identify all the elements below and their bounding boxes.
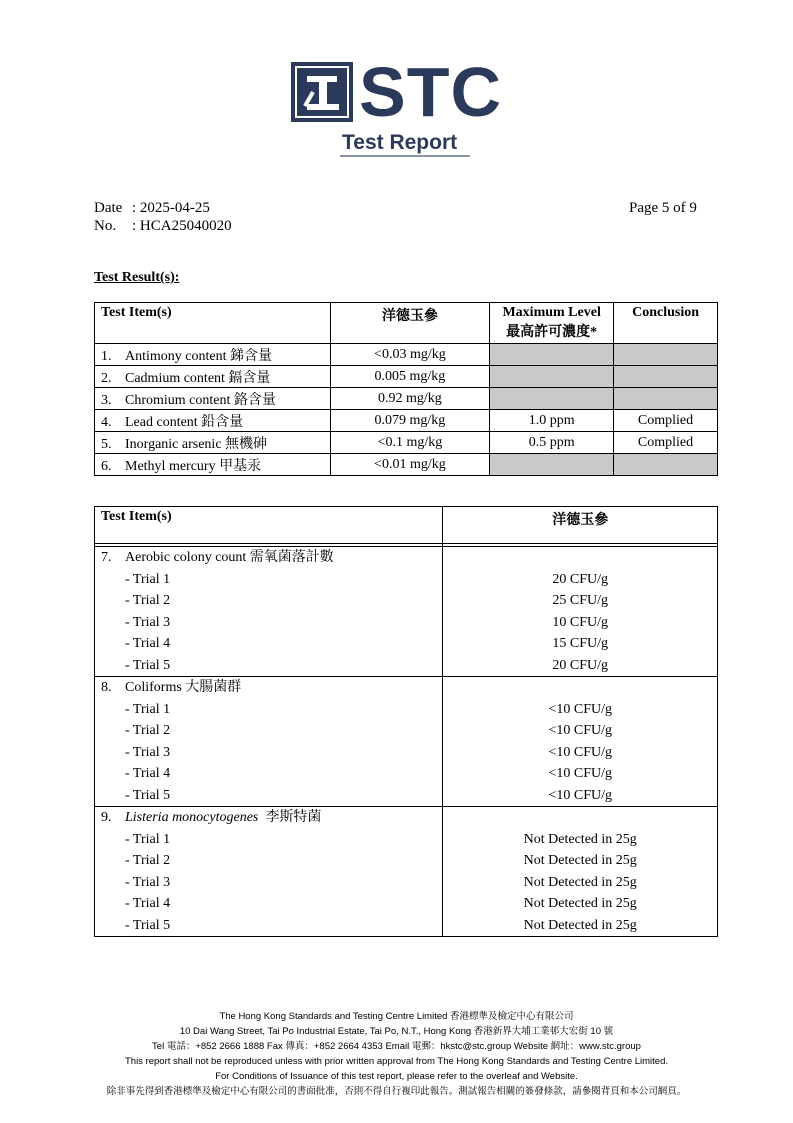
row-max-level (490, 388, 614, 410)
page-number: Page 5 of 9 (629, 200, 697, 216)
trial-label: - Trial 3 (125, 874, 171, 890)
row-conclusion (614, 454, 718, 476)
table-row (95, 344, 718, 366)
trial-label: - Trial 1 (125, 701, 171, 717)
row-max-level: 1.0 ppm (490, 410, 614, 432)
stc-logo-mark-icon (291, 62, 353, 122)
test-group (95, 677, 718, 807)
header-max-level-en: Maximum Level (502, 305, 601, 320)
footer-disclaimer: This report shall not be reproduced unless with prior written approval from The Hong Kong Standards and Testing Centre Limited. (124, 1056, 669, 1067)
trial-value: <10 CFU/g (548, 701, 612, 717)
trial-label: - Trial 5 (125, 917, 171, 933)
page-footer (0, 1009, 793, 1099)
test-group (95, 807, 718, 937)
trial-label: - Trial 3 (125, 614, 171, 630)
header-sample: 洋德玉參 (330, 303, 490, 344)
trial-value: 20 CFU/g (552, 657, 609, 673)
row-value: 0.005 mg/kg (330, 366, 490, 388)
trial-label: - Trial 4 (125, 636, 171, 651)
trial-label: - Trial 1 (125, 571, 171, 587)
stc-logo (291, 53, 521, 131)
trial-value: Not Detected in 25g (523, 896, 637, 911)
date-value: : 2025-04-25 (132, 200, 210, 216)
row-max-level (490, 366, 614, 388)
row-number: 2. (101, 370, 112, 386)
row-number: 3. (101, 392, 112, 408)
row-max-level (490, 344, 614, 366)
trial-value: 15 CFU/g (552, 636, 609, 651)
row-value: <0.03 mg/kg (330, 344, 490, 366)
row-conclusion: Complied (614, 432, 718, 454)
trial-label: - Trial 1 (125, 831, 171, 847)
row-item: Antimony content 銻含量 (125, 348, 272, 364)
trial-label: - Trial 3 (125, 744, 171, 760)
table-row (95, 410, 718, 432)
row-item: Methyl mercury 甲基汞 (125, 458, 262, 474)
group-title: Aerobic colony count 需氧菌落計數 (125, 550, 334, 565)
trial-value: 10 CFU/g (552, 614, 609, 630)
trial-label: - Trial 5 (125, 657, 171, 673)
header-conclusion: Conclusion (614, 303, 718, 344)
header-test-item: Test Item(s) (95, 507, 443, 544)
table-header-row (95, 303, 718, 344)
header-sample: 洋德玉參 (443, 507, 718, 544)
row-conclusion (614, 344, 718, 366)
row-item: Lead content 鉛含量 (125, 414, 244, 430)
table-header-row (95, 507, 718, 544)
row-value: <0.1 mg/kg (330, 432, 490, 454)
row-max-level: 0.5 ppm (490, 432, 614, 454)
section-title: Test Result(s): (94, 270, 180, 285)
group-number: 7. (101, 550, 112, 565)
table-row (95, 366, 718, 388)
footer-address: 10 Dai Wang Street, Tai Po Industrial Estate, Tai Po, N.T., Hong Kong 香港新界大埔工業邨大宏街 10 號 (179, 1026, 614, 1037)
header-max-level-zh: 最高許可濃度* (506, 325, 598, 340)
table-row (95, 388, 718, 410)
trial-value: <10 CFU/g (548, 744, 612, 760)
group-title-italic: Listeria monocytogenes (125, 810, 259, 825)
test-group (95, 547, 718, 677)
row-number: 1. (101, 348, 112, 364)
trial-value: Not Detected in 25g (523, 853, 637, 868)
footer-conditions: For Conditions of Issuance of this test report, please refer to the overleaf and Website. (215, 1071, 578, 1082)
row-value: 0.079 mg/kg (330, 410, 490, 432)
table-row (95, 432, 718, 454)
group-number: 8. (101, 680, 112, 695)
row-number: 6. (101, 458, 112, 474)
row-number: 5. (101, 436, 112, 452)
row-conclusion (614, 366, 718, 388)
trial-label: - Trial 2 (125, 723, 171, 738)
report-number-label: No. (94, 218, 117, 234)
footer-disclaimer-zh: 除非事先得到香港標準及檢定中心有限公司的書面批准，否則不得自行複印此報告。測試報告相關的簽發條款，請參閱背頁和本公司網頁。 (106, 1086, 687, 1097)
row-conclusion (614, 388, 718, 410)
trial-label: - Trial 2 (125, 853, 171, 868)
microbiology-table (94, 506, 718, 937)
trial-value: 25 CFU/g (552, 593, 609, 608)
row-item: Inorganic arsenic 無機砷 (125, 436, 268, 452)
table-row (95, 454, 718, 476)
trial-label: - Trial 4 (125, 896, 171, 911)
row-value: 0.92 mg/kg (330, 388, 490, 410)
trial-label: - Trial 5 (125, 787, 171, 803)
report-subtitle: Test Report (342, 131, 458, 154)
row-item: Cadmium content 鎘含量 (125, 370, 271, 386)
trial-value: <10 CFU/g (548, 787, 612, 803)
trial-label: - Trial 2 (125, 593, 171, 608)
trial-value: <10 CFU/g (548, 723, 612, 738)
group-title: 李斯特菌 (265, 810, 322, 825)
trial-value: <10 CFU/g (548, 766, 612, 781)
trial-label: - Trial 4 (125, 766, 171, 781)
header-max-level (490, 303, 614, 344)
footer-company: The Hong Kong Standards and Testing Centre Limited 香港標準及檢定中心有限公司 (219, 1011, 574, 1022)
trial-value: Not Detected in 25g (523, 831, 637, 847)
group-number: 9. (101, 810, 112, 825)
heavy-metals-table (94, 302, 718, 476)
group-title: Coliforms 大腸菌群 (125, 680, 242, 695)
report-number-value: : HCA25040020 (132, 218, 232, 234)
date-label: Date (94, 200, 123, 216)
footer-contact: Tel 電話：+852 2666 1888 Fax 傳真：+852 2664 4353 Email 電郵：hkstc@stc.group Website 網址：www.stc.group (152, 1041, 641, 1052)
trial-value: 20 CFU/g (552, 571, 609, 587)
row-item: Chromium content 鉻含量 (125, 392, 276, 408)
subtitle-underline (340, 155, 470, 157)
row-number: 4. (101, 414, 112, 430)
logo-text: STC (359, 53, 502, 131)
trial-value: Not Detected in 25g (523, 917, 637, 933)
trial-value: Not Detected in 25g (523, 874, 637, 890)
row-max-level (490, 454, 614, 476)
header-test-item: Test Item(s) (95, 303, 331, 344)
row-conclusion: Complied (614, 410, 718, 432)
row-value: <0.01 mg/kg (330, 454, 490, 476)
